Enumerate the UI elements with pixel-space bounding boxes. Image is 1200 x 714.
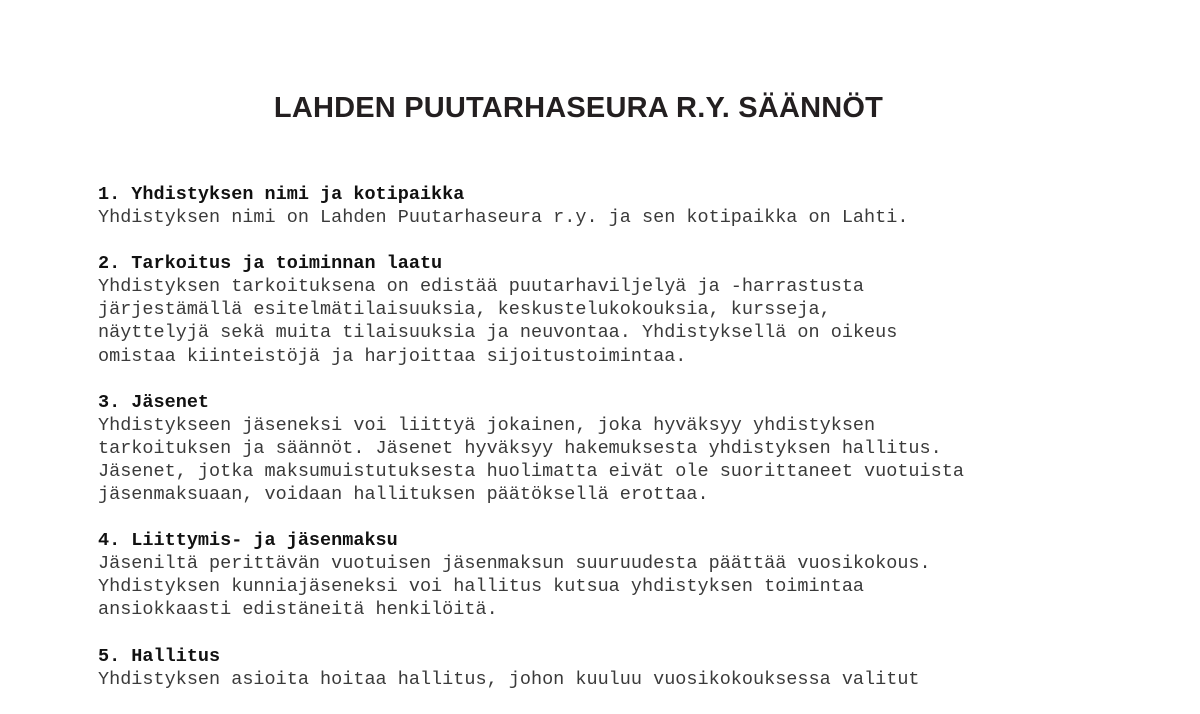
section-heading: 2. Tarkoitus ja toiminnan laatu xyxy=(98,253,443,275)
section-line: jäsenmaksuaan, voidaan hallituksen päätöksellä erottaa. xyxy=(98,484,709,506)
section-heading: 1. Yhdistyksen nimi ja kotipaikka xyxy=(98,184,465,205)
section-heading: 3. Jäsenet xyxy=(98,391,210,413)
section-line: Yhdistyksen tarkoituksena on edistää puutarhaviljelyä ja -harrastusta xyxy=(98,276,865,298)
section-members xyxy=(98,391,1178,506)
section-line: järjestämällä esitelmätilaisuuksia, keskustelukokouksia, kursseja, xyxy=(98,299,831,321)
section-line: Yhdistyksen kunniajäseneksi voi hallitus kutsua yhdistyksen toimintaa xyxy=(98,576,865,598)
section-line: ansiokkaasti edistäneitä henkilöitä. xyxy=(98,599,498,621)
section-line: Jäseniltä perittävän vuotuisen jäsenmaksun suuruudesta päättää vuosikokous. xyxy=(98,553,931,575)
section-line: Yhdistykseen jäseneksi voi liittyä jokainen, joka hyväksyy yhdistyksen xyxy=(98,414,876,436)
section-line: tarkoituksen ja säännöt. Jäsenet hyväksyy hakemuksesta yhdistyksen hallitus. xyxy=(98,437,942,459)
section-line: Jäsenet, jotka maksumuistutuksesta huolimatta eivät ole suorittaneet vuotuista xyxy=(98,460,964,482)
section-name-and-domicile xyxy=(98,183,1178,229)
section-membership-fee xyxy=(98,529,1178,621)
document-body xyxy=(98,183,1178,714)
section-line: Yhdistyksen nimi on Lahden Puutarhaseura r.y. ja sen kotipaikka on Lahti. xyxy=(98,207,909,229)
section-purpose xyxy=(98,252,1178,367)
section-line: näyttelyjä sekä muita tilaisuuksia ja neuvontaa. Yhdistyksellä on oikeus xyxy=(98,322,898,344)
document-title: LAHDEN PUUTARHASEURA R.Y. SÄÄNNÖT xyxy=(273,92,884,124)
section-heading: 5. Hallitus xyxy=(98,645,221,667)
section-line: omistaa kiinteistöjä ja harjoittaa sijoitustoimintaa. xyxy=(98,345,687,367)
section-board xyxy=(98,645,1178,691)
section-heading: 4. Liittymis- ja jäsenmaksu xyxy=(98,530,398,552)
section-line: Yhdistyksen asioita hoitaa hallitus, johon kuuluu vuosikokouksessa valitut xyxy=(98,668,920,690)
